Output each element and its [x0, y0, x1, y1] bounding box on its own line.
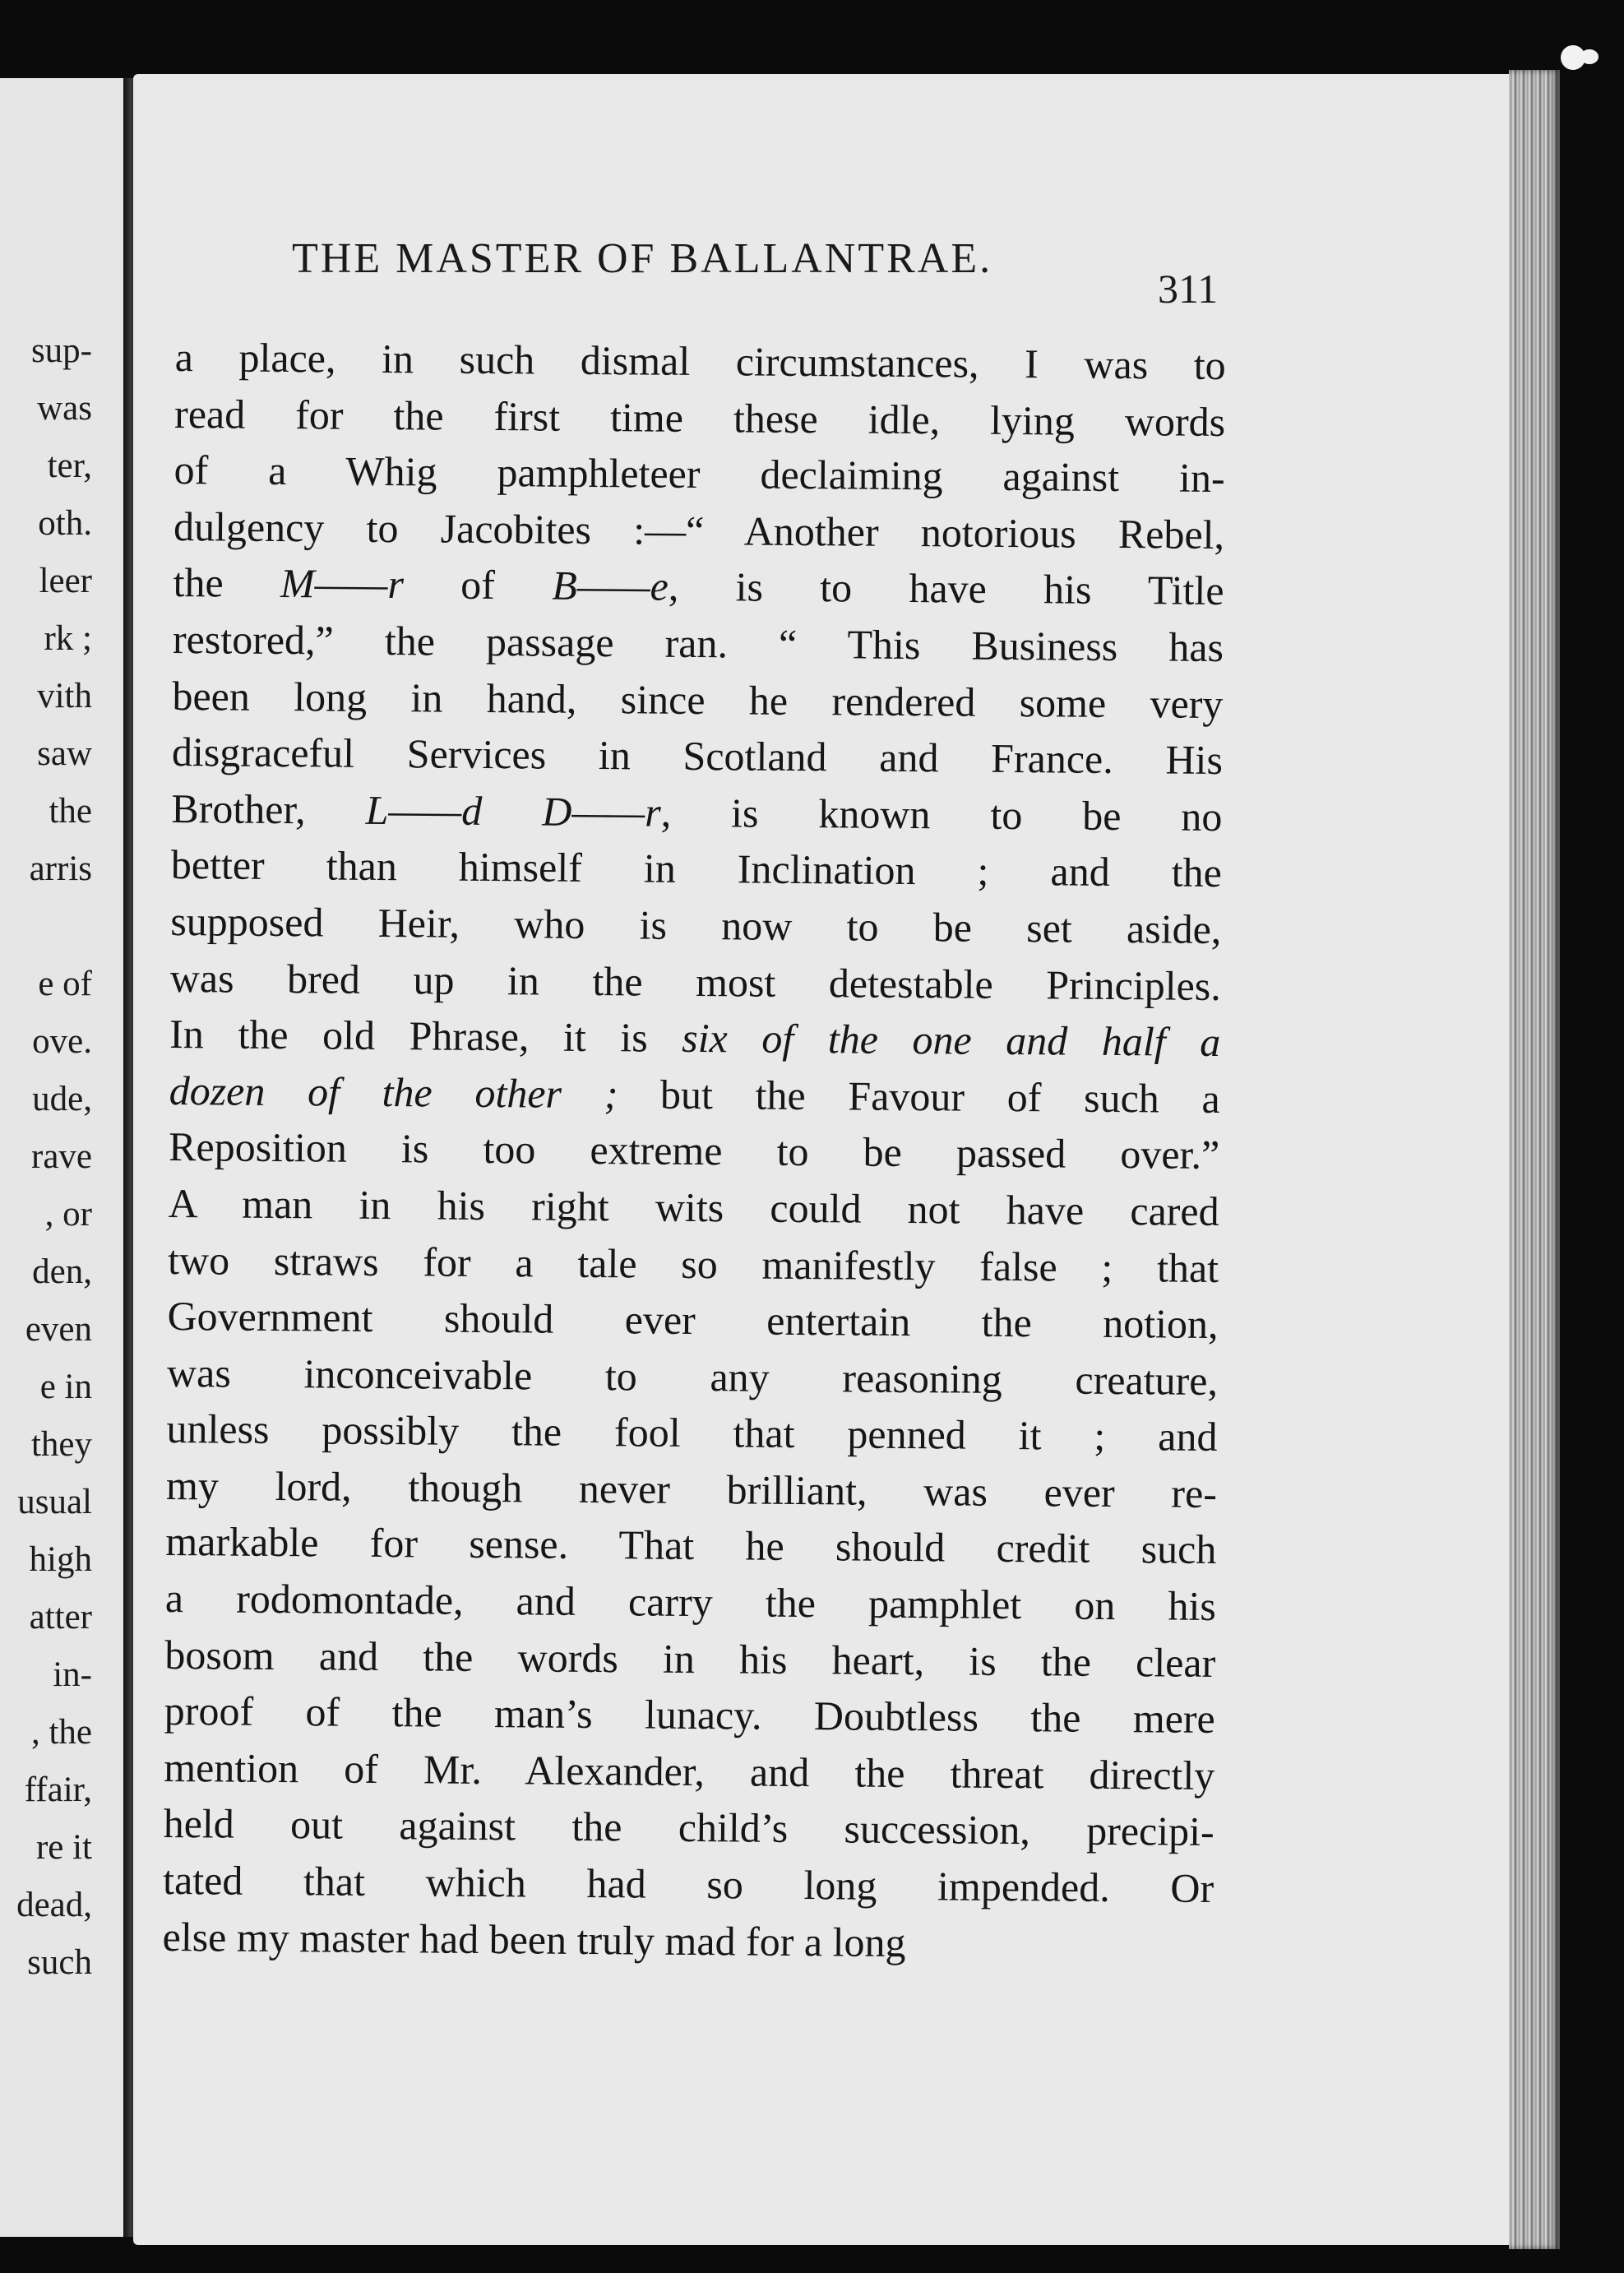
facing-page-fragment: den,	[32, 1252, 92, 1291]
facing-page-fragment: dead,	[16, 1886, 92, 1924]
text-line	[169, 1006, 1220, 1071]
text-run: been long in hand, since he rendered some very	[172, 672, 1224, 727]
text-run: Reposition is too extreme to be passed over.”	[168, 1123, 1220, 1178]
text-run: my lord, though never brilliant, was ever re-	[165, 1461, 1218, 1516]
facing-page-fragment: the	[49, 792, 92, 831]
text-line	[169, 1118, 1219, 1183]
text-run: mention of Mr. Alexander, and the threat directly	[164, 1743, 1215, 1798]
text-line	[166, 1400, 1217, 1465]
facing-page-fragment: they	[30, 1425, 92, 1464]
text-run: markable for sense. That he should credit such	[165, 1518, 1217, 1573]
text-run: In the old Phrase, it is	[169, 1011, 682, 1061]
text-line	[164, 1739, 1215, 1804]
italic-text: L——d D——r	[365, 786, 661, 836]
text-run: of	[403, 561, 553, 609]
text-run: A man in his right wits could not have cared	[168, 1179, 1219, 1234]
facing-page-fragment: re it	[35, 1828, 92, 1867]
text-run: read for the first time these idle, lying words	[174, 390, 1226, 445]
text-line	[174, 442, 1224, 507]
italic-text: B——e	[551, 562, 669, 610]
text-run: else my master had been truly mad for a long	[162, 1913, 906, 1965]
facing-page-fragment: , or	[44, 1195, 92, 1234]
facing-page-fragment: such	[27, 1943, 92, 1982]
text-line	[167, 1288, 1218, 1353]
text-run: Brother,	[171, 785, 366, 833]
text-line	[170, 893, 1221, 958]
running-head: THE MASTER OF BALLANTRAE.	[292, 235, 993, 282]
italic-text: dozen of the other ;	[169, 1067, 618, 1117]
facing-page-fragment: atter	[29, 1598, 92, 1636]
facing-page-fragment: usual	[17, 1483, 92, 1521]
facing-page-fragment: rave	[31, 1137, 92, 1176]
text-run: a rodomontade, and carry the pamphlet on his	[164, 1575, 1217, 1630]
text-line	[165, 1570, 1216, 1635]
text-line	[166, 1457, 1217, 1522]
text-run: was bred up in the most detestable Principles.	[169, 954, 1221, 1009]
text-line	[174, 498, 1224, 563]
facing-page-fragment: oth.	[38, 504, 92, 543]
scan-speck	[1580, 49, 1599, 64]
body-text	[162, 329, 1226, 1973]
facing-page-fragment: high	[29, 1540, 92, 1579]
text-run: two straws for a tale so manifestly false ; that	[167, 1236, 1219, 1291]
facing-page-fragment: e of	[38, 965, 92, 1003]
text-line	[165, 1513, 1216, 1578]
text-line	[174, 386, 1225, 451]
text-run: , is known to be no	[660, 789, 1223, 840]
text-line	[167, 1345, 1218, 1410]
text-line	[169, 1062, 1219, 1127]
facing-page-fragment: in-	[53, 1655, 92, 1694]
text-run: tated that which had so long impended. Or	[162, 1856, 1215, 1912]
text-run: Government should ever entertain the notion,	[167, 1293, 1219, 1348]
facing-page-fragment: ove.	[32, 1022, 92, 1061]
text-run: unless possibly the fool that penned it ; and	[166, 1405, 1218, 1461]
text-run: disgraceful Services in Scotland and France. His	[171, 729, 1224, 784]
text-line	[163, 1795, 1214, 1860]
text-line	[162, 1909, 1213, 1974]
text-run: , is to have his Title	[668, 563, 1224, 614]
text-line	[172, 724, 1223, 789]
facing-page-fragment: ter,	[47, 447, 92, 485]
facing-page-fragment: even	[25, 1310, 92, 1349]
text-line	[173, 554, 1224, 619]
text-run: was inconceivable to any reasoning creature,	[166, 1349, 1219, 1404]
text-line	[168, 1175, 1219, 1240]
text-line	[163, 1852, 1214, 1917]
facing-page-fragment: vith	[37, 677, 92, 715]
facing-page-fragment: sup-	[30, 331, 92, 370]
page-number: 311	[1158, 266, 1219, 312]
text-run: supposed Heir, who is now to be set aside,	[170, 897, 1222, 952]
text-line	[168, 1231, 1219, 1296]
text-run: the	[173, 559, 281, 607]
text-run: dulgency to Jacobites :—“ Another notorious Rebel,	[173, 502, 1225, 558]
text-run: restored,” the passage ran. “ This Business has	[172, 615, 1224, 670]
text-line	[171, 780, 1222, 845]
facing-page-left	[0, 78, 128, 2237]
italic-text: M——r	[280, 560, 405, 608]
page-edges	[1509, 70, 1560, 2249]
facing-page-fragment: was	[37, 389, 92, 428]
text-line	[164, 1627, 1215, 1692]
facing-page-fragment: rk ;	[44, 619, 92, 658]
facing-page-fragment: ffair,	[24, 1771, 92, 1809]
text-run: but the Favour of such a	[618, 1070, 1220, 1122]
facing-page-fragment: e in	[39, 1368, 92, 1406]
facing-page-fragment: saw	[37, 734, 92, 773]
text-run: proof of the man’s lunacy. Doubtless the mere	[164, 1687, 1215, 1743]
text-line	[174, 329, 1225, 394]
facing-page-fragment: arris	[29, 849, 92, 888]
text-run: a place, in such dismal circumstances, I was to	[174, 333, 1226, 389]
text-line	[171, 836, 1222, 901]
text-line	[170, 950, 1221, 1015]
facing-page-fragment: ude,	[32, 1080, 92, 1118]
text-run: held out against the child’s succession, precipi-	[163, 1800, 1215, 1855]
text-line	[172, 668, 1223, 733]
text-line	[173, 611, 1224, 676]
facing-page-fragment: leer	[39, 562, 92, 600]
italic-text: six of the one and half a	[682, 1014, 1221, 1066]
text-run: better than himself in Inclination ; and the	[170, 841, 1223, 896]
text-line	[164, 1683, 1215, 1748]
text-run: bosom and the words in his heart, is the clear	[164, 1631, 1216, 1686]
text-run: of a Whig pamphleteer declaiming against in-	[174, 447, 1225, 502]
facing-page-fragment: , the	[30, 1713, 92, 1752]
